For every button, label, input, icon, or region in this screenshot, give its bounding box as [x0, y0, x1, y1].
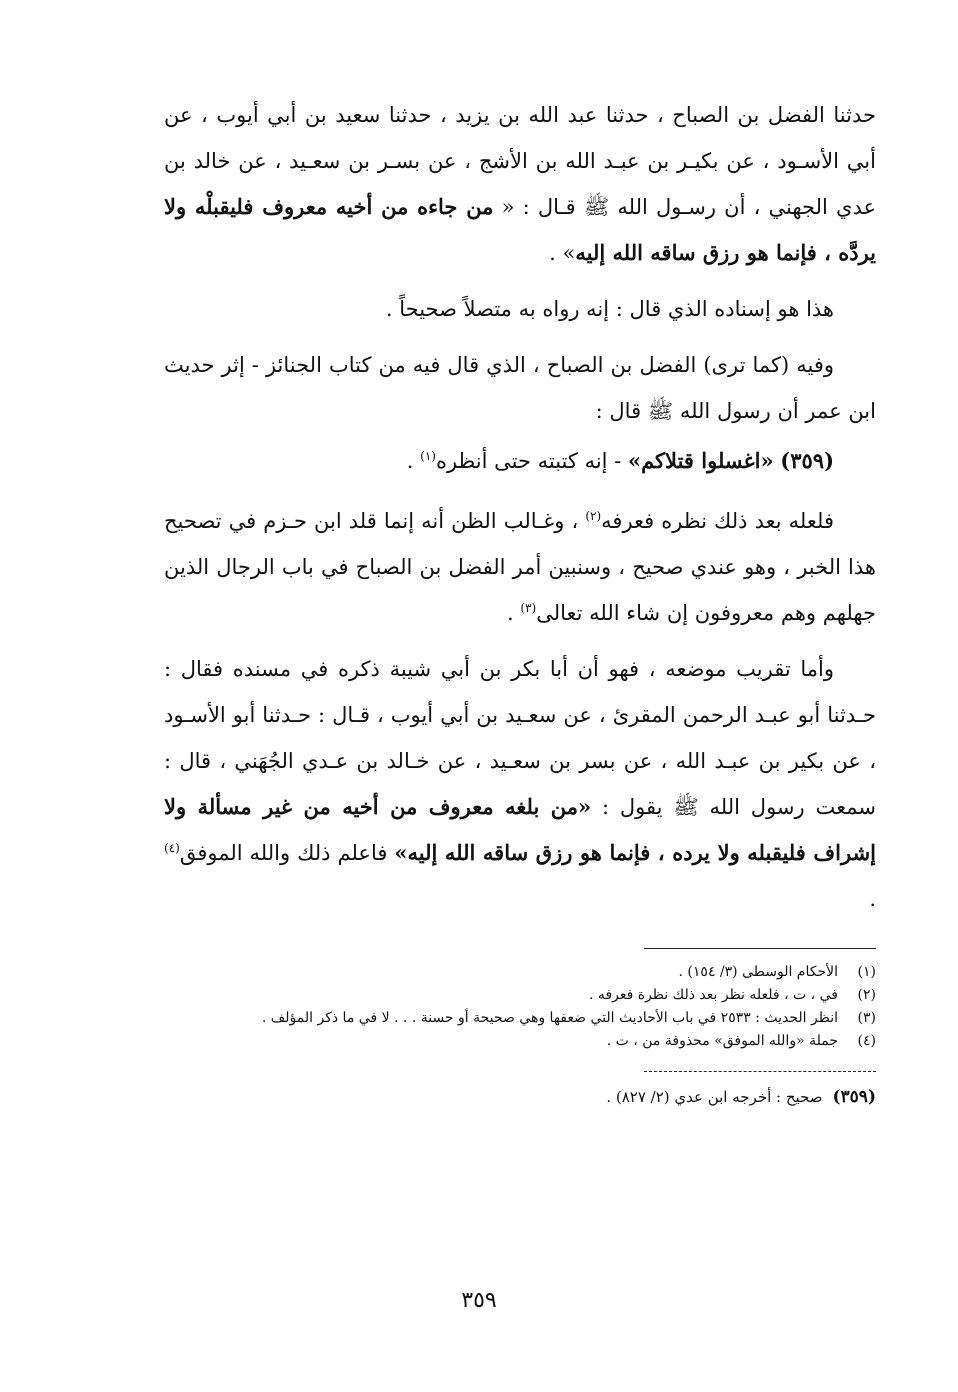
footnote-2 — [164, 984, 876, 1007]
paragraph-6 — [164, 646, 876, 922]
paragraph-5-text-1: فلعله بعد ذلك نظره فعرفه — [601, 509, 834, 533]
footnote-separator — [644, 948, 876, 949]
footnote-text: في ، ت ، فلعله نظر بعد ذلك نظرة فعرفه . — [589, 987, 838, 1003]
paragraph-1 — [164, 92, 876, 276]
paragraph-5-text-2: ، وغـالب الظن أنه إنما قلد ابن حـزم في تصحيح هذا الخبر ، وهو عندي صحيح ، وسنبين أمر الفضل بن الصباح في باب الرجال الذين جهلهم وهم معروفون إن شاء الله تعالى — [164, 509, 876, 625]
paragraph-6-text-2: فاعلم ذلك والله الموفق — [179, 841, 395, 865]
footnote-4 — [164, 1030, 876, 1053]
footnote-number: (٣) — [857, 1010, 876, 1026]
page-body — [164, 92, 876, 1110]
paragraph-4 — [164, 438, 876, 484]
footnote-ref-3[interactable]: (٣) — [520, 601, 537, 615]
paragraph-6-end: . — [869, 887, 876, 911]
paragraph-4-text: - إنه كتبته حتى أنظره — [435, 449, 628, 473]
paragraph-2 — [164, 286, 876, 332]
paragraph-2-text: هذا هو إسناده الذي قال : إنه رواه به متصلاً صحيحاً . — [385, 297, 834, 321]
paragraph-5 — [164, 498, 876, 636]
footnote-1 — [164, 961, 876, 984]
hadith-quote-1: من جاءه من أخيه معروف فليقبلْه ولا يردَّه ، فإنما هو رزق ساقه الله إليه — [164, 194, 876, 265]
footnote-3 — [164, 1007, 876, 1030]
paragraph-1-end: » . — [549, 241, 576, 265]
paragraph-3 — [164, 342, 876, 434]
page-number: ٣٥٩ — [461, 1288, 497, 1313]
footnote-text: جملة «والله الموفق» محذوفة من ، ت . — [606, 1033, 838, 1049]
footnote-ref-2[interactable]: (٢) — [585, 509, 602, 523]
footnote-text: الأحكام الوسطى (٣/ ١٥٤) . — [678, 964, 838, 980]
footnote-number: (٢) — [857, 987, 876, 1003]
hadith-note-text: صحيح : أخرجه ابن عدي (٢/ ٨٢٧) . — [606, 1088, 823, 1106]
hadith-number: (٣٥٩) — [780, 448, 834, 473]
hadith-grading-note — [164, 1084, 876, 1110]
paragraph-4-end: . — [406, 449, 421, 473]
paragraph-6-text-1: وأما تقريب موضعه ، فهو أن أبا بكر بن أبي شيبة ذكره في مسنده فقال : حـدثنا أبو عبـد الرحمن المقرئ ، عن سعـيد بن أبي أيوب ، قـال : حـدثنا أبو الأسـود ، عن بكير بن عبـد الله ، عن بسر بن سعـيد ، عن خـالد بن عـدي الجُهَني ، قال : سمعت رسول الله ﷺ يقول : — [164, 657, 876, 819]
paragraph-5-end: . — [507, 601, 521, 625]
footnote-text: انظر الحديث : ٢٥٣٣ في باب الأحاديث التي ضعفها وهي صحيحة أو حسنة . . . لا في ما ذكر المؤلف . — [261, 1010, 838, 1026]
paragraph-3-text: وفيه (كما ترى) الفضل بن الصباح ، الذي قال فيه من كتاب الجنائز - إثر حديث ابن عمر أن رسول الله ﷺ قال : — [164, 353, 876, 423]
hadith-note-number: (٣٥٩) — [832, 1087, 876, 1107]
paragraph-1-text: حدثنا الفضل بن الصباح ، حدثنا عبد الله بن يزيد ، حدثنا سعيد بن أبي أيوب ، عن أبي الأسـود ، عن بكيـر بن عبـد الله بن الأشج ، عن بسـر بن سعـيد ، عن خالد بن عدي الجهني ، أن رسـول الله ﷺ قـال : « — [164, 103, 876, 219]
hadith-note-separator — [644, 1071, 876, 1072]
footnotes — [164, 961, 876, 1053]
hadith-quote-2: «اغسلوا قتلاكم» — [627, 448, 774, 473]
footnote-number: (١) — [857, 964, 876, 980]
footnote-number: (٤) — [857, 1033, 876, 1049]
footnote-ref-1[interactable]: (١) — [420, 449, 436, 463]
hadith-quote-3: «من بلغه معروف من أخيه من غير مسألة ولا إشراف فليقبله ولا يرده ، فإنما هو رزق ساقه الله إليه» — [164, 794, 877, 865]
footnote-ref-4[interactable]: (٤) — [164, 841, 180, 855]
